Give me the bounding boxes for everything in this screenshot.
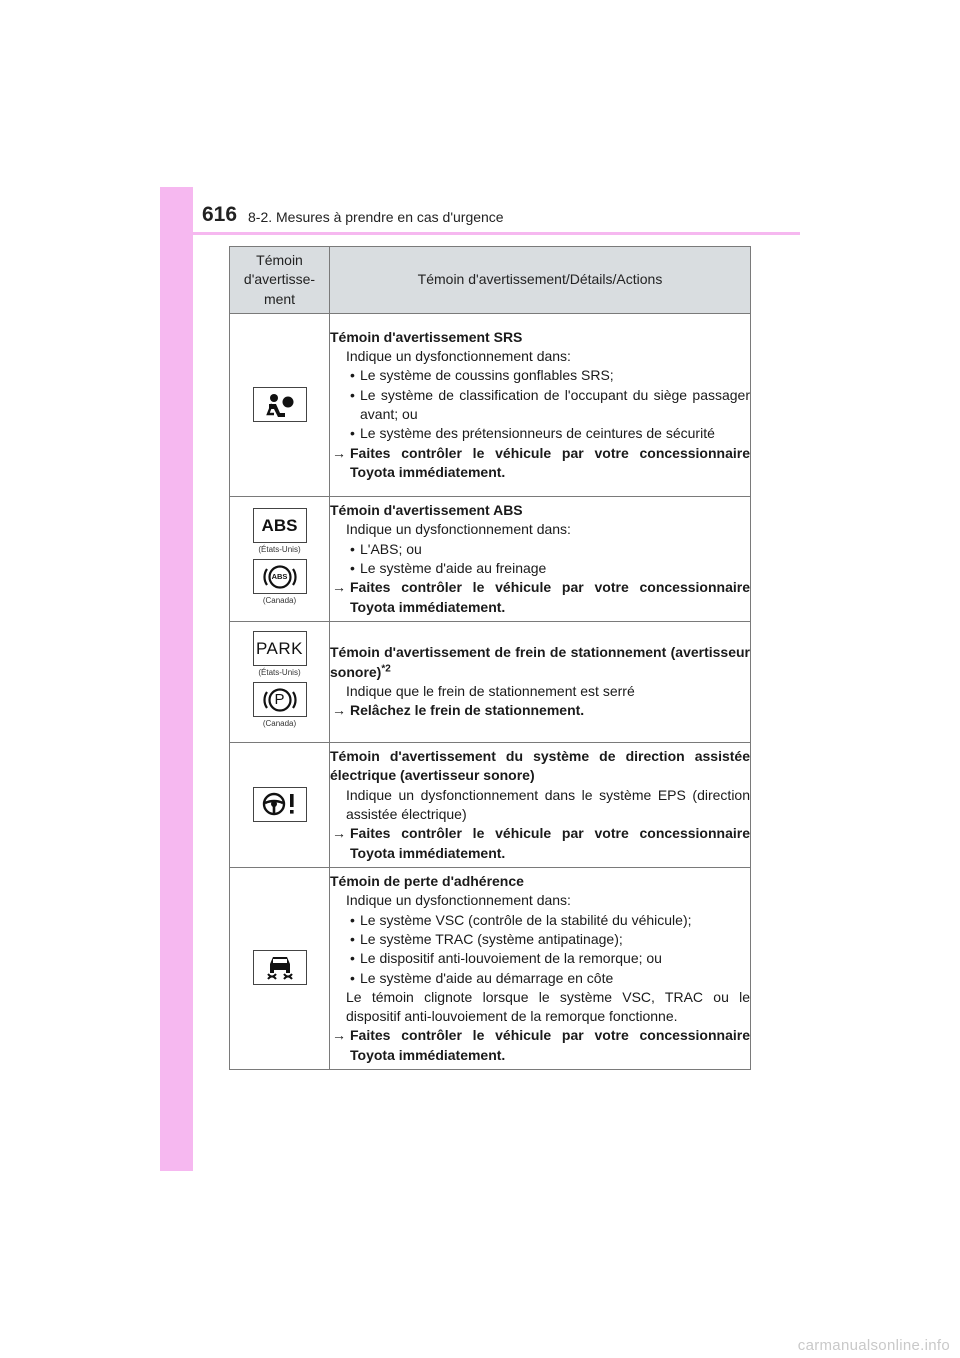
arrow-right-icon: → xyxy=(332,1027,346,1044)
list-item: • Le système de coussins gonflables SRS; xyxy=(330,366,750,385)
eps-steering-warning-icon xyxy=(253,787,307,822)
arrow-right-icon: → xyxy=(332,579,346,596)
row-intro: Indique que le frein de stationnement est serré xyxy=(346,683,635,699)
table-row xyxy=(230,868,751,1070)
list-item: • L'ABS; ou xyxy=(330,540,750,559)
icon-cell xyxy=(230,314,330,497)
description-cell xyxy=(330,743,751,868)
list-item: • Le système d'aide au démarrage en côte xyxy=(330,969,750,988)
page-number: 616 xyxy=(202,203,238,226)
parking-brake-circle-icon: P xyxy=(253,682,307,717)
description-cell xyxy=(330,497,751,622)
watermark: carmanualsonline.info xyxy=(797,1337,950,1354)
park-text-icon: PARK xyxy=(253,631,307,666)
list-item: • Le système TRAC (système antipatinage); xyxy=(330,930,750,949)
description-cell xyxy=(330,622,751,743)
table-header-row xyxy=(230,247,751,314)
warning-light-table xyxy=(229,246,751,1070)
table-row xyxy=(230,314,751,497)
row-intro: Indique un dysfonctionnement dans le système EPS (direction assistée électrique) xyxy=(346,786,750,822)
list-item: • Le système des prétensionneurs de ceintures de sécurité xyxy=(330,424,750,443)
list-item: • Le système VSC (contrôle de la stabilité du véhicule); xyxy=(330,911,750,930)
icon-cell xyxy=(230,868,330,1070)
list-item: • Le dispositif anti-louvoiement de la remorque; ou xyxy=(330,949,750,968)
icon-cell xyxy=(230,622,330,743)
region-label: (Canada) xyxy=(262,719,297,728)
arrow-right-icon: → xyxy=(332,702,346,719)
icon-cell xyxy=(230,497,330,622)
region-label: (Canada) xyxy=(262,596,297,605)
row-action: → Faites contrôler le véhicule par votre concessionnaire Toyota immédiatement. xyxy=(332,579,750,615)
icon-cell xyxy=(230,743,330,868)
row-action: → Relâchez le frein de stationnement. xyxy=(330,701,750,720)
airbag-warning-icon xyxy=(253,387,307,422)
row-action: → Faites contrôler le véhicule par votre concessionnaire Toyota immédiatement. xyxy=(332,825,750,861)
arrow-right-icon: → xyxy=(332,444,346,461)
arrow-right-icon: → xyxy=(332,825,346,842)
footnote-mark: *2 xyxy=(381,663,391,675)
description-cell xyxy=(330,868,751,1070)
side-tab-band xyxy=(160,187,193,1171)
row-bullets xyxy=(330,911,750,988)
section-title: 8-2. Mesures à prendre en cas d'urgence xyxy=(248,209,504,225)
row-action: → Faites contrôler le véhicule par votre concessionnaire Toyota immédiatement. xyxy=(332,1027,750,1063)
header-rule xyxy=(160,232,800,235)
slip-indicator-icon xyxy=(253,950,307,985)
table-row xyxy=(230,743,751,868)
region-label: (États-Unis) xyxy=(258,545,301,554)
row-action: → Faites contrôler le véhicule par votre concessionnaire Toyota immédiatement. xyxy=(332,444,750,480)
row-intro: Indique un dysfonctionnement dans: xyxy=(346,892,571,909)
row-bullets xyxy=(330,366,750,443)
region-label: (États-Unis) xyxy=(258,668,301,677)
table-row xyxy=(230,622,751,743)
list-item: • Le système de classification de l'occupant du siège passager avant; ou xyxy=(330,386,750,425)
col-header-icon: Témoin d'avertisse-ment xyxy=(230,247,330,314)
col-header-details: Témoin d'avertissement/Détails/Actions xyxy=(330,247,751,314)
row-intro: Indique un dysfonctionnement dans: xyxy=(346,348,571,365)
row-bullets xyxy=(330,540,750,579)
row-title: Témoin de perte d'adhérence xyxy=(330,873,524,890)
abs-text-icon: ABS xyxy=(253,508,307,543)
row-title: Témoin d'avertissement SRS xyxy=(330,328,523,345)
row-title: Témoin d'avertissement ABS xyxy=(330,502,523,519)
abs-circle-icon: ABS xyxy=(253,559,307,594)
row-note: Le témoin clignote lorsque le système VSC, TRAC ou le dispositif anti-louvoiement de la remorque fonctionne. xyxy=(346,988,750,1025)
list-item: • Le système d'aide au freinage xyxy=(330,559,750,578)
table-row xyxy=(230,497,751,622)
row-intro: Indique un dysfonctionnement dans: xyxy=(346,521,571,538)
description-cell xyxy=(330,314,751,497)
row-title: Témoin d'avertissement de frein de stationnement (avertisseur sonore)$^{*2}$ xyxy=(330,644,750,680)
row-title: Témoin d'avertissement du système de direction assistée électrique (avertisseur sonore) xyxy=(330,748,750,784)
